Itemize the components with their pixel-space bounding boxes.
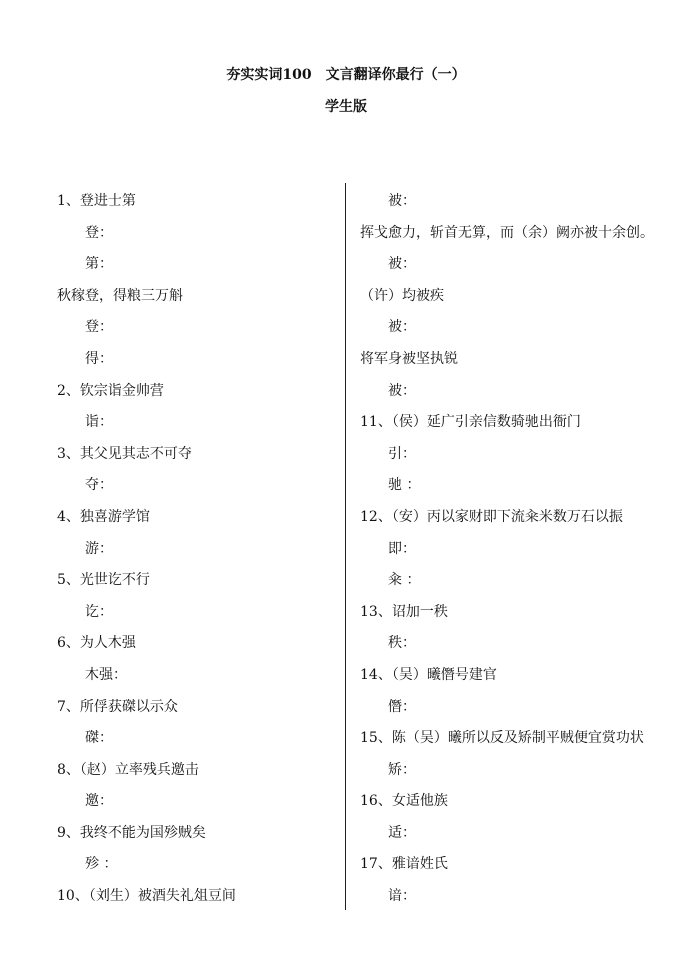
answer-line: 僭：	[388, 698, 416, 715]
question-line: 9、我终不能为国殄贼矣	[57, 824, 206, 841]
question-line: 15、陈（吴）曦所以反及矫制平贼便宜赏功状	[360, 730, 644, 747]
answer-line: 登：	[85, 224, 113, 241]
answer-line: 游：	[85, 540, 113, 557]
question-line: 6、为人木强	[57, 635, 136, 652]
answer-line: 登：	[85, 319, 113, 336]
answer-line: 邀：	[85, 793, 113, 810]
answer-line: 磔：	[85, 730, 113, 747]
answer-line: 殄 ：	[85, 856, 118, 873]
answer-line: 秩：	[388, 635, 416, 652]
question-line: （许）均被疾	[360, 287, 444, 304]
question-line: 14、（吴）曦僭号建官	[360, 666, 497, 683]
answer-line: 谙：	[388, 888, 416, 905]
question-line: 挥戈愈力，斩首无算，而（余）阙亦被十余创。	[360, 224, 654, 241]
question-line: 12、（安）丙以家财即下流籴米数万石以振	[360, 508, 623, 525]
question-line: 2、钦宗诣金帅营	[57, 382, 164, 399]
question-line: 17、雅谙姓氏	[360, 856, 448, 873]
question-line: 16、女适他族	[360, 793, 448, 810]
answer-line: 被：	[388, 193, 416, 209]
question-line: 3、其父见其志不可夺	[57, 445, 192, 462]
question-line: 4、独喜游学馆	[57, 508, 150, 525]
answer-line: 被：	[388, 256, 416, 273]
answer-line: 矫：	[388, 761, 416, 778]
column-divider	[345, 183, 346, 910]
question-line: 11、（侯）延广引亲信数骑驰出衙门	[360, 414, 581, 431]
answer-line: 引：	[388, 445, 416, 462]
answer-line: 诣：	[85, 414, 113, 431]
answer-line: 得：	[85, 350, 113, 367]
left-column	[57, 186, 337, 913]
question-line: 13、诏加一秩	[360, 603, 448, 620]
answer-line: 即：	[388, 540, 416, 557]
answer-line: 被：	[388, 382, 416, 399]
answer-line: 讫：	[85, 603, 113, 620]
right-column	[360, 186, 660, 913]
answer-line: 夺：	[85, 477, 113, 494]
question-line: 秋稼登，得粮三万斛	[57, 287, 183, 304]
question-line: 将军身被坚执锐	[360, 350, 458, 367]
answer-line: 第：	[85, 256, 113, 273]
answer-line: 驰 ：	[388, 477, 421, 494]
question-line: 10、（刘生）被酒失礼俎豆间	[57, 888, 236, 905]
question-line: 7、所俘获磔以示众	[57, 698, 178, 715]
question-line: 8、（赵）立率残兵邀击	[57, 761, 199, 778]
answer-line: 适：	[388, 824, 416, 841]
answer-line: 籴 ：	[388, 572, 421, 589]
answer-line: 被：	[388, 319, 416, 336]
page-subtitle: 学生版	[325, 99, 367, 115]
page-title: 夯实实词100 文言翻译你最行（一）	[226, 67, 466, 83]
answer-line: 木强：	[85, 666, 127, 683]
question-line: 5、光世讫不行	[57, 572, 150, 589]
question-line: 1、登进士第	[57, 193, 136, 209]
